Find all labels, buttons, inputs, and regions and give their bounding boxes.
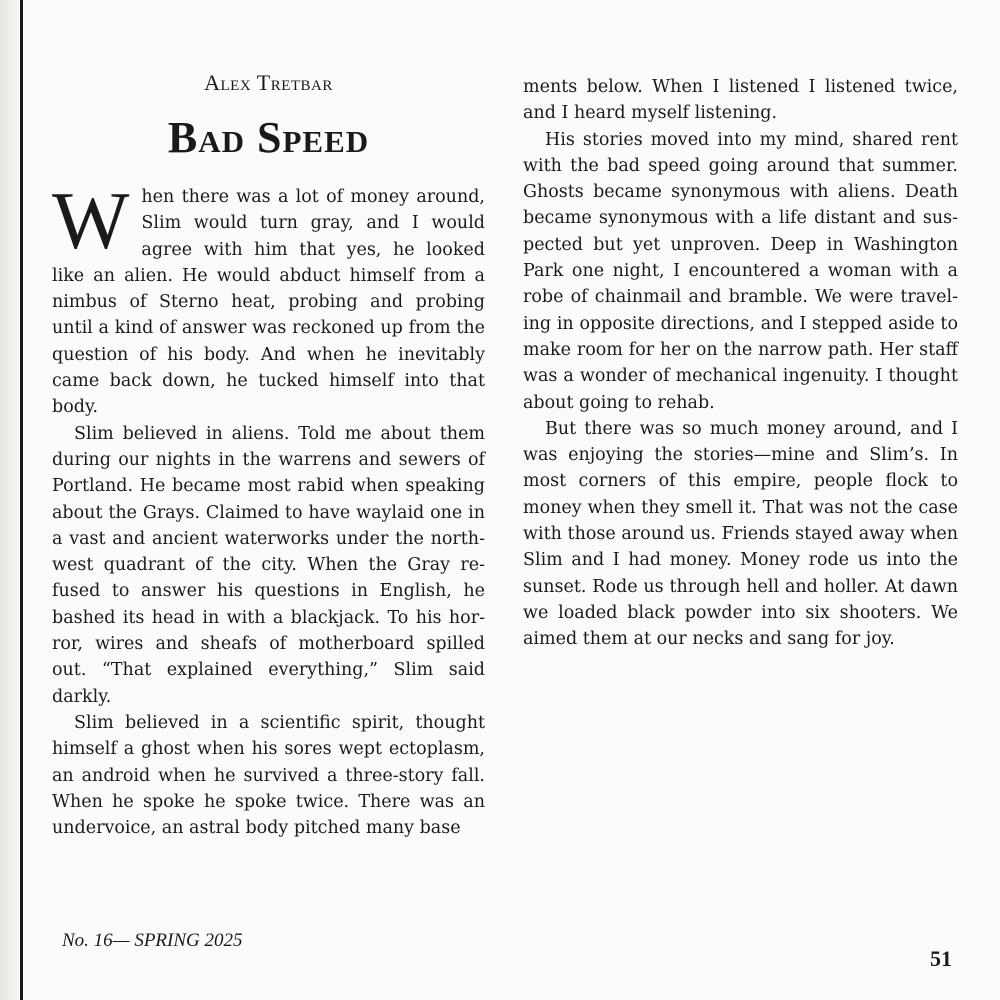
drop-cap: W	[52, 175, 130, 266]
author-name: Alex Tretbar	[204, 70, 333, 95]
page-number: 51	[930, 946, 952, 971]
paragraph-scientific-spirit: Slim believed in a scientific spirit, thought himself a ghost when his sores wept ectoplasm, an android when he survived a three-story fall. When he spoke he spoke twice. There was an undervoice, an astral body pitched many base	[52, 712, 485, 839]
paragraph-money: But there was so much money around, and I was enjoying the stories—mine and Slim’s. In most corners of this empire, people flock to money when they smell it. That was not the case with those around us. Friends stayed away when Slim and I had money. Money rode us into the sunset. Rode us through hell and holler. At dawn we loaded black powder into six shooters. We aimed them at our necks and sang for joy.	[523, 418, 958, 650]
right-text-column	[523, 74, 958, 653]
article-title: Bad Speed	[167, 113, 370, 162]
page-binding-edge	[20, 0, 23, 1000]
opening-paragraph	[52, 175, 485, 421]
left-text-column	[52, 175, 485, 841]
issue-footer: No. 16— SPRING 2025	[62, 930, 243, 951]
paragraph-aliens: Slim believed in aliens. Told me about them during our nights in the warrens and sewers of Portland. He became most rabid when speaking about the Grays. Claimed to have waylaid one in a vast and ancient waterworks under the northwest quadrant of the city. When the Gray refused to answer his questions in English, he bashed its head in with a blackjack. To his horror, wires and sheafs of motherboard spilled out. “That explained everything,” Slim said darkly.	[52, 423, 485, 707]
paragraph-stories: His stories moved into my mind, shared rent with the bad speed going around that summer. Ghosts became synonymous with aliens. Death became synonymous with a life distant and suspected but yet unproven. Deep in Washington Park one night, I encountered a woman with a robe of chainmail and bramble. We were traveling in opposite directions, and I stepped aside to make room for her on the narrow path. Her staff was a wonder of mechanical ingenuity. I thought about going to rehab.	[523, 129, 958, 413]
paragraph-continuation: ments below. When I listened I listened twice, and I heard myself listening.	[523, 77, 958, 124]
opening-paragraph-text: hen there was a lot of money around, Slim would turn gray, and I would agree with him that yes, he looked like an alien. He would abduct himself from a nimbus of Sterno heat, probing and probing until a kind of answer was reckoned up from the question of his body. And when he inevitably came back down, he tucked himself into that body.	[52, 187, 485, 418]
page-spine-shadow	[0, 0, 20, 1000]
